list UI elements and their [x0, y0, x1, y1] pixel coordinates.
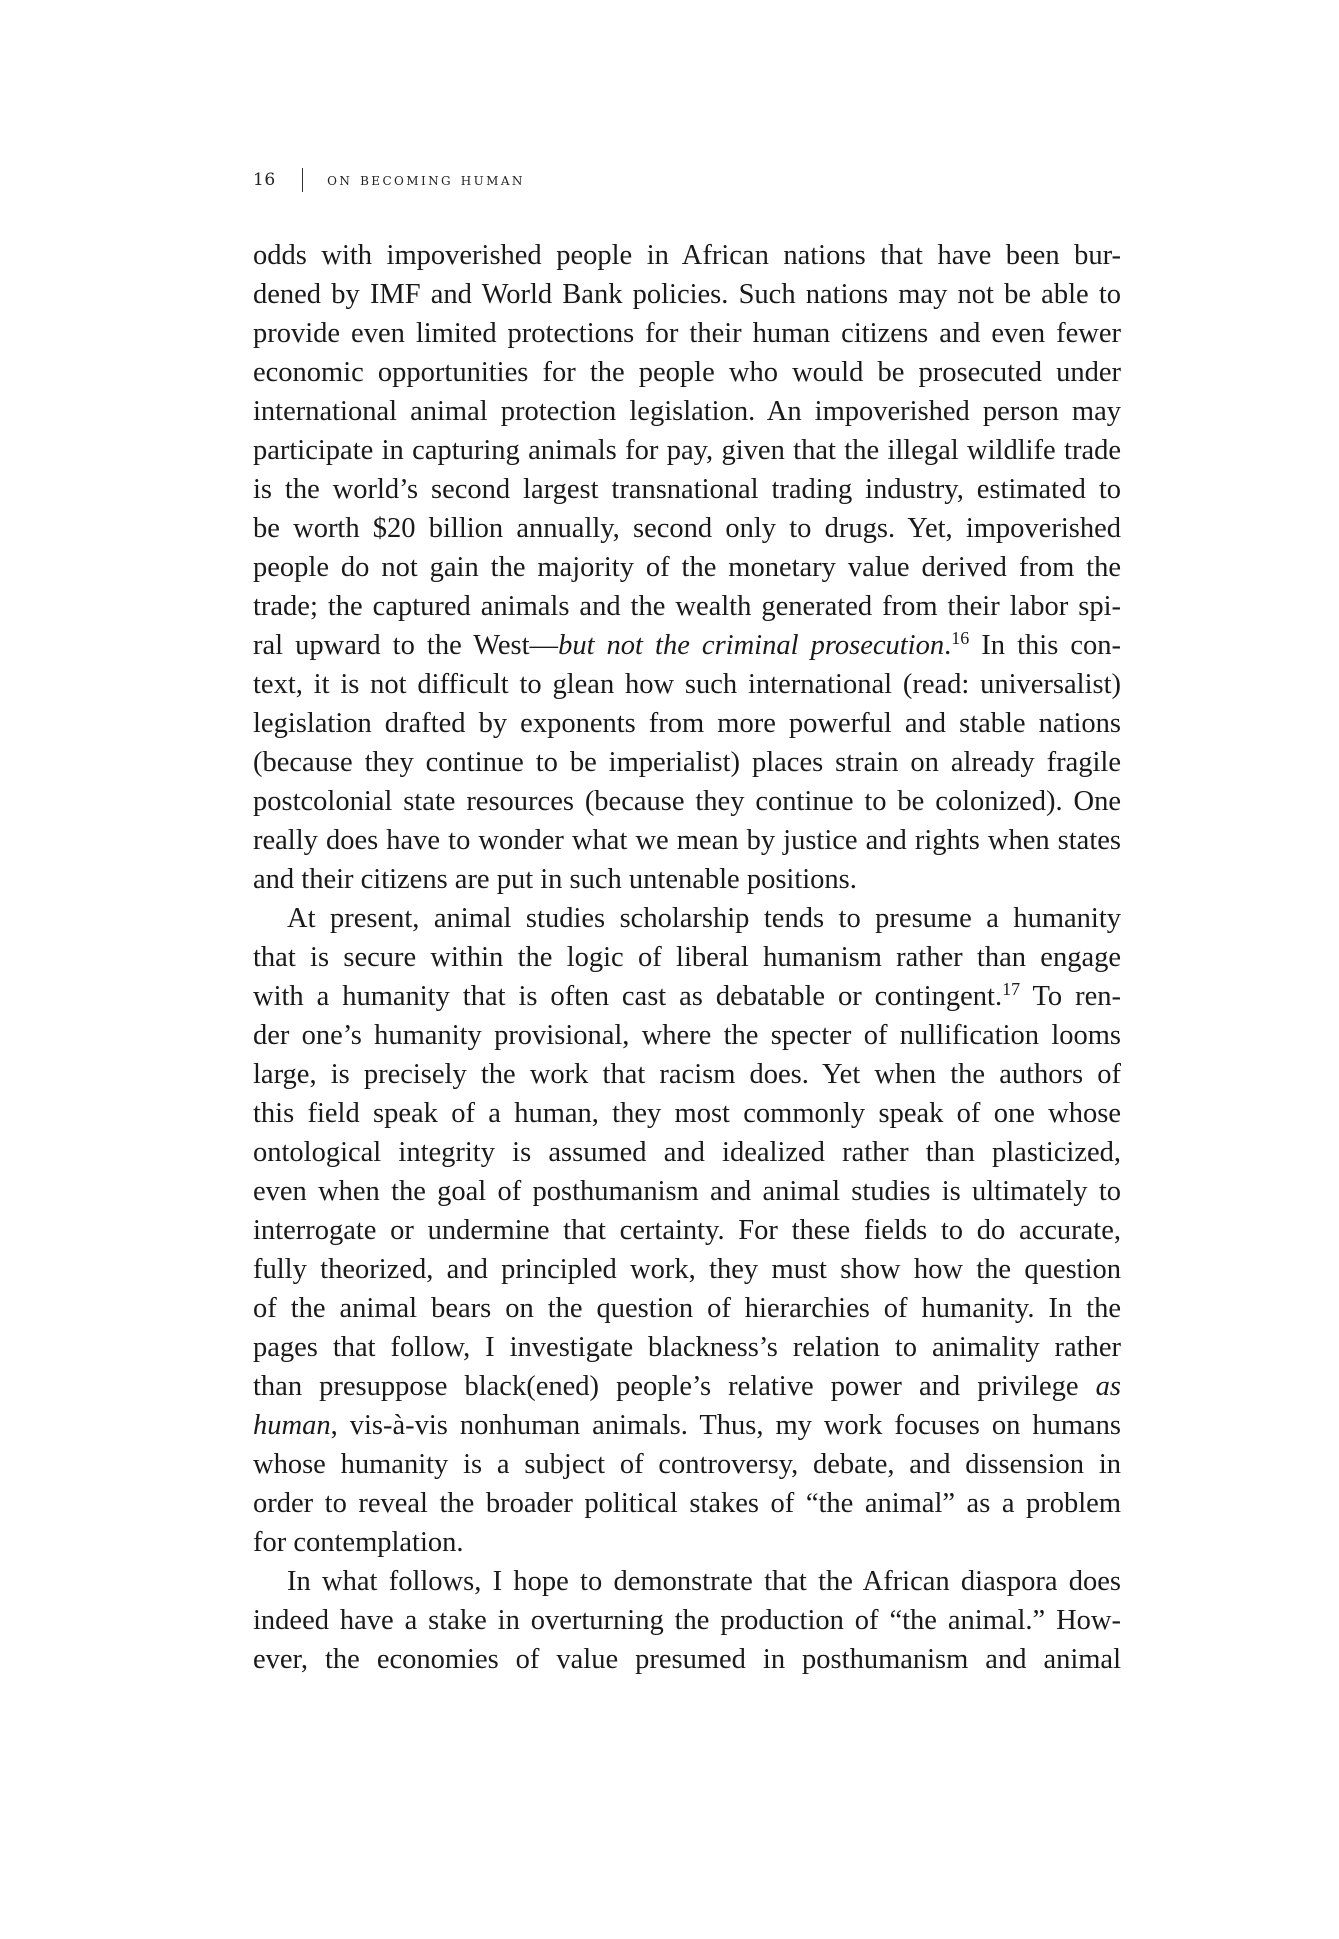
text-line: is the world’s second largest transnational trading industry, estimated to	[253, 474, 1121, 505]
footnote-ref[interactable]: 16	[951, 628, 970, 648]
text-line: with a humanity that is often cast as debatable or contingent.$^{17}$ To ren-	[253, 979, 1121, 1012]
page-number: 16	[253, 170, 276, 190]
text-line: human, vis-à-vis nonhuman animals. Thus, my work focuses on humans	[253, 1410, 1121, 1441]
text-line: be worth $20 billion annually, second only to drugs. Yet, impoverished	[253, 513, 1121, 544]
text-line: than presuppose black(ened) people’s relative power and privilege as	[253, 1371, 1121, 1402]
header-divider	[302, 168, 304, 192]
text-line: legislation drafted by exponents from more powerful and stable nations	[253, 708, 1121, 739]
text-line: text, it is not difficult to glean how such international (read: universalist)	[253, 669, 1121, 700]
running-title: on becoming human	[327, 170, 525, 190]
text-line: international animal protection legislation. An impoverished person may	[253, 396, 1121, 427]
text-line: der one’s humanity provisional, where the specter of nullification looms	[253, 1020, 1121, 1051]
text-line: In what follows, I hope to demonstrate that the African diaspora does	[287, 1566, 1121, 1597]
text-line: At present, animal studies scholarship tends to presume a humanity	[287, 903, 1121, 934]
text-line: even when the goal of posthumanism and animal studies is ultimately to	[253, 1176, 1121, 1207]
text-line: ever, the economies of value presumed in posthumanism and animal	[253, 1644, 1121, 1675]
italic-phrase: as	[1095, 1371, 1121, 1402]
text-line: economic opportunities for the people who would be prosecuted under	[253, 357, 1121, 388]
text-line: dened by IMF and World Bank policies. Such nations may not be able to	[253, 279, 1121, 310]
text-line: indeed have a stake in overturning the production of “the animal.” How-	[253, 1605, 1121, 1636]
italic-phrase: but not the criminal prosecution	[558, 630, 945, 661]
text-line: trade; the captured animals and the wealth generated from their labor spi-	[253, 591, 1121, 622]
text-line: of the animal bears on the question of hierarchies of humanity. In the	[253, 1293, 1121, 1324]
text-line: interrogate or undermine that certainty. For these fields to do accurate,	[253, 1215, 1121, 1246]
text-line: postcolonial state resources (because they continue to be colonized). One	[253, 786, 1121, 817]
text-line: pages that follow, I investigate blackness’s relation to animality rather	[253, 1332, 1121, 1363]
text-line: ral upward to the West—but not the criminal prosecution.$^{16}$ In this con-	[253, 628, 1121, 661]
text-line: provide even limited protections for their human citizens and even fewer	[253, 318, 1121, 349]
text-line: for contemplation.	[253, 1527, 464, 1558]
footnote-ref[interactable]: 17	[1002, 979, 1021, 999]
text-line: people do not gain the majority of the monetary value derived from the	[253, 552, 1121, 583]
text-line: participate in capturing animals for pay, given that the illegal wildlife trade	[253, 435, 1121, 466]
text-line: really does have to wonder what we mean by justice and rights when states	[253, 825, 1121, 856]
running-head	[253, 168, 525, 192]
text-line: ontological integrity is assumed and idealized rather than plasticized,	[253, 1137, 1121, 1168]
text-line: fully theorized, and principled work, they must show how the question	[253, 1254, 1121, 1285]
text-line: order to reveal the broader political stakes of “the animal” as a problem	[253, 1488, 1121, 1519]
text-line: whose humanity is a subject of controversy, debate, and dissension in	[253, 1449, 1121, 1480]
body-text	[253, 236, 1121, 1679]
text-line: odds with impoverished people in African nations that have been bur-	[253, 240, 1121, 271]
text-line: that is secure within the logic of liberal humanism rather than engage	[253, 942, 1121, 973]
text-line: large, is precisely the work that racism does. Yet when the authors of	[253, 1059, 1121, 1090]
text-line: this field speak of a human, they most commonly speak of one whose	[253, 1098, 1121, 1129]
text-line: and their citizens are put in such untenable positions.	[253, 864, 857, 895]
italic-phrase: human	[253, 1410, 331, 1441]
text-line: (because they continue to be imperialist) places strain on already fragile	[253, 747, 1121, 778]
